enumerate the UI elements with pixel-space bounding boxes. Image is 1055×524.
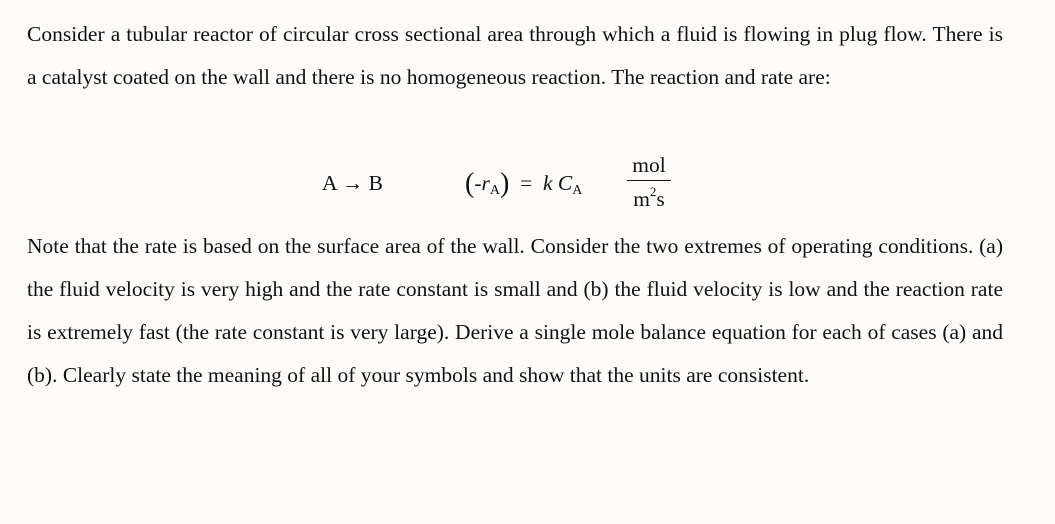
units-numerator: mol: [632, 153, 666, 177]
open-paren: (: [465, 168, 475, 199]
rate-law-equation: [465, 166, 582, 208]
close-paren: ): [499, 168, 510, 199]
units-denominator: $m^2s$: [633, 184, 665, 212]
reaction-equation: A → B: [322, 171, 383, 195]
problem-task-paragraph: Note that the rate is based on the surface area of the wall. Consider the two extremes of operating conditions. (a) the fluid velocity is very high and the rate constant is small and (b) the fluid velocity is low and the reaction rate is extremely fast (the rate constant is very large). Derive a single mole balance equation for each of cases (a) and (b). Clearly state the meaning of all of your symbols and show that the units are consistent.: [27, 234, 1003, 387]
rate-subscript: A: [489, 183, 500, 198]
concentration-subscript: A: [572, 183, 583, 198]
problem-intro-paragraph: Consider a tubular reactor of circular cross sectional area through which a fluid is flowing in plug flow. There is a catalyst coated on the wall and there is no homogeneous reaction. The reaction and rate are:: [27, 22, 1003, 89]
rate-symbol: -r: [474, 171, 490, 195]
rate-units-fraction: [625, 152, 673, 212]
concentration-symbol: C: [557, 171, 573, 195]
equals-sign: =: [520, 171, 533, 195]
rate-constant-symbol: k: [542, 171, 553, 195]
units-exponent: 2: [649, 184, 657, 199]
